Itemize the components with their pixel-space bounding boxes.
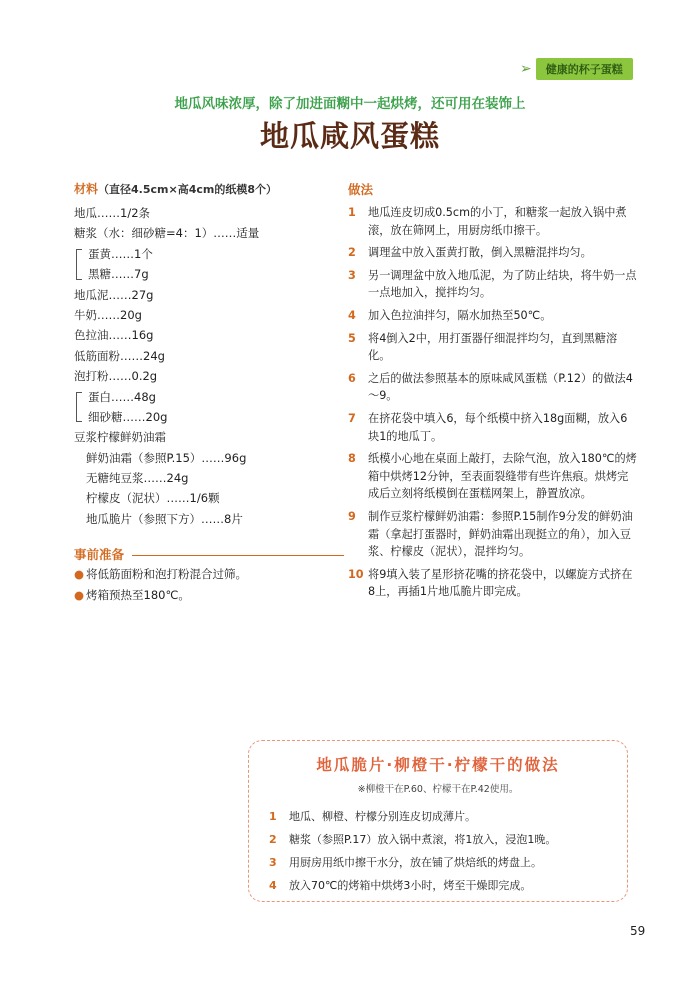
box-title: 地瓜脆片·柳橙干·柠檬干的做法	[316, 756, 560, 774]
method-heading: 做法	[348, 182, 374, 197]
arrow-icon: ➢	[520, 61, 532, 77]
material-group	[74, 244, 344, 285]
material-item: 糖浆（水：细砂糖=4：1）……适量	[74, 226, 260, 241]
method-step: 7 在挤花袋中填入6，每个纸模中挤入18g面糊，放入6块1的地瓜丁。	[348, 411, 628, 443]
material-item: 鲜奶油霜（参照P.15）……96g	[86, 450, 247, 465]
material-item: 色拉油……16g	[74, 328, 154, 343]
prep-item: ● 烤箱预热至180℃。	[74, 588, 190, 603]
material-item: 低筋面粉……24g	[74, 348, 165, 363]
method-step: 5 将4倒入2中，用打蛋器仔细混拌均匀，直到黑糖溶化。	[348, 331, 618, 363]
method-step: 8 纸模小心地在桌面上敲打，去除气泡，放入180℃的烤箱中烘烤12分钟，至表面裂缝带有些许焦痕。烘烤完成后立刻将纸模倒在蛋糕网架上，静置放凉。	[348, 452, 637, 501]
method-step: 2 调理盆中放入蛋黄打散，倒入黑糖混拌均匀。	[348, 246, 592, 260]
materials-section	[74, 180, 344, 605]
material-item: 柠檬皮（泥状）……1/6颗	[86, 491, 220, 506]
divider	[132, 555, 344, 556]
page-subtitle: 地瓜风味浓厚，除了加进面糊中一起烘烤，还可用在装饰上	[174, 96, 526, 112]
prep-heading: 事前准备	[74, 547, 125, 563]
material-item: 地瓜……1/2条	[74, 206, 151, 220]
material-item: 蛋黄……1个	[88, 246, 153, 261]
method-step: 10 将9填入装了星形挤花嘴的挤花袋中，以螺旋方式挤在8上，再插1片地瓜脆片即完成。	[348, 567, 633, 599]
method-section	[348, 180, 638, 606]
method-step: 9 制作豆浆柠檬鲜奶油霜：参照P.15制作9分发的鲜奶油霜（拿起打蛋器时，鲜奶油霜出现挺立的角），加入豆浆、柠檬皮（泥状），混拌均匀。	[348, 509, 633, 559]
box-step: 4 放入70℃的烤箱中烘烤3小时，烤至干燥即完成。	[269, 879, 532, 892]
method-step: 3 另一调理盆中放入地瓜泥，为了防止结块，将牛奶一点一点地加入，搅拌均匀。	[348, 268, 637, 300]
material-item: 泡打粉……0.2g	[74, 369, 158, 384]
material-item: 蛋白……48g	[88, 389, 156, 404]
method-step: 6 之后的做法参照基本的原味咸风蛋糕（P.12）的做法4～9。	[348, 371, 633, 403]
category-tag	[520, 58, 633, 80]
bullet-icon: ●	[74, 588, 85, 603]
cream-title: 豆浆柠檬鲜奶油霜	[74, 430, 166, 445]
materials-heading: 材料（直径4.5cm×高4cm的纸模8个）	[74, 182, 277, 196]
material-item: 黑糖……7g	[88, 267, 149, 282]
material-item: 地瓜脆片（参照下方）……8片	[86, 511, 243, 526]
chips-recipe-box	[248, 740, 628, 902]
prep-item: ● 将低筋面粉和泡打粉混合过筛。	[74, 567, 248, 582]
method-step: 1 地瓜连皮切成0.5cm的小丁，和糖浆一起放入锅中煮滚，放在筛网上，用厨房纸巾擦干。	[348, 206, 627, 237]
material-item: 无糖纯豆浆……24g	[86, 471, 189, 486]
material-item: 细砂糖……20g	[88, 409, 168, 424]
box-step: 2 糖浆（参照P.17）放入锅中煮滚，将1放入，浸泡1晚。	[269, 833, 557, 846]
method-step: 4 加入色拉油拌匀，隔水加热至50℃。	[348, 308, 552, 322]
category-label: 健康的杯子蛋糕	[536, 58, 633, 80]
box-note: ※柳橙干在P.60、柠檬干在P.42使用。	[357, 784, 519, 795]
material-item: 地瓜泥……27g	[74, 287, 154, 302]
bullet-icon: ●	[74, 567, 85, 582]
material-group	[74, 387, 344, 428]
box-step: 3 用厨房用纸巾擦干水分，放在铺了烘焙纸的烤盘上。	[269, 856, 542, 869]
material-item: 牛奶……20g	[74, 307, 142, 322]
box-step: 1 地瓜、柳橙、柠檬分别连皮切成薄片。	[269, 810, 476, 823]
page-number: 59	[630, 924, 646, 938]
prep-section	[74, 545, 344, 605]
page-title: 地瓜咸风蛋糕	[259, 119, 440, 153]
